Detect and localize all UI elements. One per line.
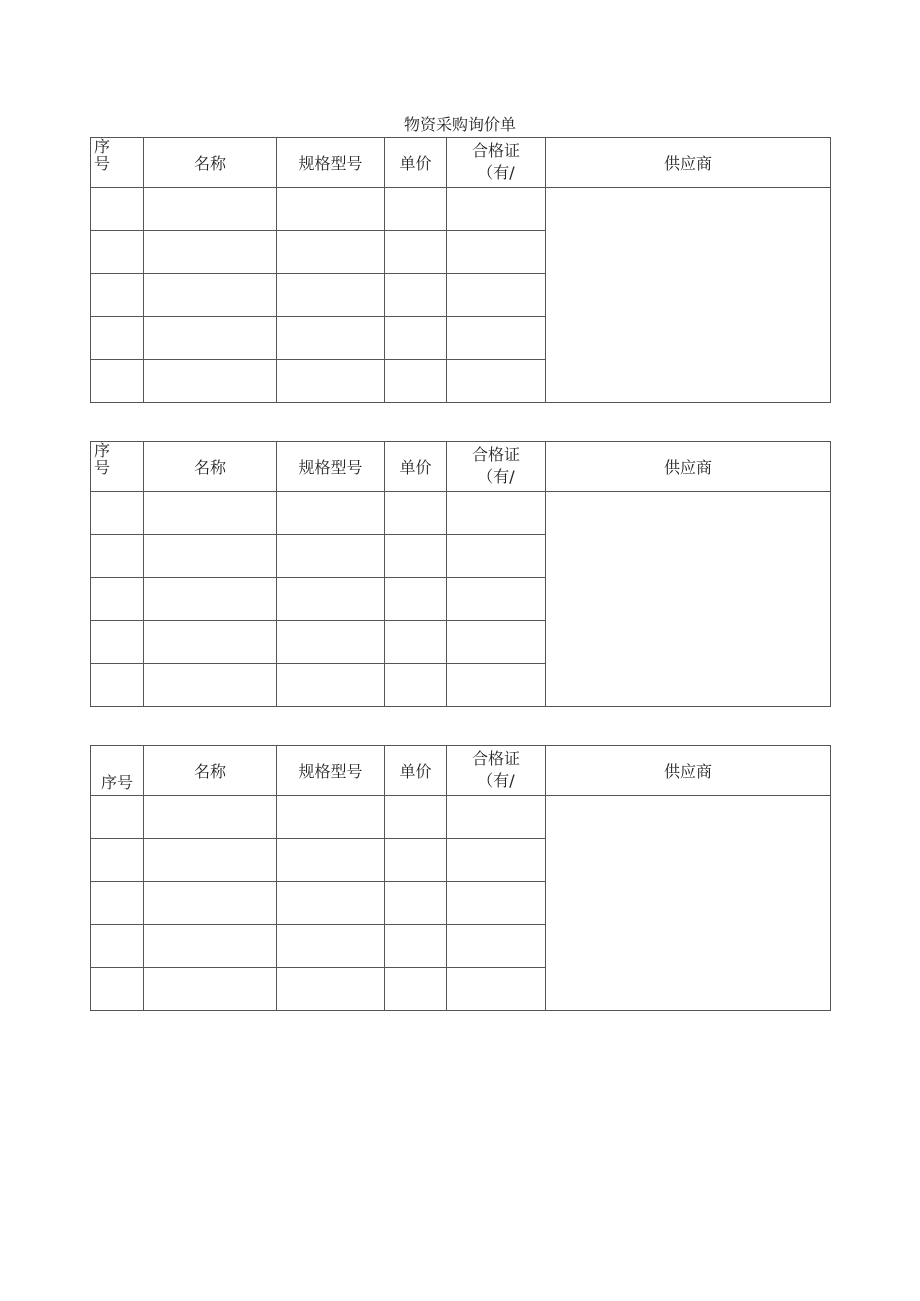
header-name: 名称 bbox=[144, 138, 277, 188]
cell-cert[interactable] bbox=[447, 621, 546, 664]
cell-price[interactable] bbox=[385, 317, 447, 360]
cell-spec[interactable] bbox=[277, 360, 385, 403]
cell-seq[interactable] bbox=[91, 925, 144, 968]
cell-seq[interactable] bbox=[91, 796, 144, 839]
cell-price[interactable] bbox=[385, 968, 447, 1011]
cell-cert[interactable] bbox=[447, 925, 546, 968]
table-header-row bbox=[91, 746, 831, 796]
header-seq bbox=[91, 442, 144, 492]
cell-spec[interactable] bbox=[277, 317, 385, 360]
cell-seq[interactable] bbox=[91, 317, 144, 360]
cell-name[interactable] bbox=[144, 925, 277, 968]
header-spec: 规格型号 bbox=[277, 442, 385, 492]
cell-seq[interactable] bbox=[91, 492, 144, 535]
header-cert bbox=[447, 442, 546, 492]
cell-spec[interactable] bbox=[277, 188, 385, 231]
cell-seq[interactable] bbox=[91, 360, 144, 403]
cell-cert[interactable] bbox=[447, 578, 546, 621]
header-price: 单价 bbox=[385, 746, 447, 796]
header-spec: 规格型号 bbox=[277, 746, 385, 796]
cell-spec[interactable] bbox=[277, 492, 385, 535]
header-cert bbox=[447, 138, 546, 188]
cell-price[interactable] bbox=[385, 274, 447, 317]
cell-cert[interactable] bbox=[447, 492, 546, 535]
cell-cert[interactable] bbox=[447, 274, 546, 317]
cell-cert[interactable] bbox=[447, 664, 546, 707]
inquiry-table-1 bbox=[90, 137, 831, 403]
cell-cert[interactable] bbox=[447, 839, 546, 882]
cell-cert[interactable] bbox=[447, 360, 546, 403]
cell-spec[interactable] bbox=[277, 796, 385, 839]
cell-name[interactable] bbox=[144, 535, 277, 578]
header-cert-line2: （有/ bbox=[477, 467, 515, 486]
cell-cert[interactable] bbox=[447, 968, 546, 1011]
header-price: 单价 bbox=[385, 442, 447, 492]
cell-name[interactable] bbox=[144, 968, 277, 1011]
cell-spec[interactable] bbox=[277, 621, 385, 664]
cell-price[interactable] bbox=[385, 882, 447, 925]
header-cert-line2: （有/ bbox=[477, 771, 515, 790]
table-row bbox=[91, 492, 831, 535]
table-row bbox=[91, 188, 831, 231]
cell-seq[interactable] bbox=[91, 968, 144, 1011]
cell-name[interactable] bbox=[144, 360, 277, 403]
cell-name[interactable] bbox=[144, 839, 277, 882]
header-seq bbox=[91, 138, 144, 188]
cell-cert[interactable] bbox=[447, 535, 546, 578]
cell-seq[interactable] bbox=[91, 231, 144, 274]
header-name: 名称 bbox=[144, 746, 277, 796]
inquiry-table-2 bbox=[90, 441, 831, 707]
cell-name[interactable] bbox=[144, 578, 277, 621]
table-header-row bbox=[91, 442, 831, 492]
cell-spec[interactable] bbox=[277, 925, 385, 968]
cell-spec[interactable] bbox=[277, 664, 385, 707]
header-seq-label: 序号 bbox=[100, 773, 133, 792]
cell-seq[interactable] bbox=[91, 839, 144, 882]
header-cert-line1: 合格证 bbox=[471, 749, 520, 768]
cell-name[interactable] bbox=[144, 274, 277, 317]
header-cert bbox=[447, 746, 546, 796]
header-name: 名称 bbox=[144, 442, 277, 492]
header-cert-line2: （有/ bbox=[477, 163, 515, 182]
cell-spec[interactable] bbox=[277, 535, 385, 578]
inquiry-table-3 bbox=[90, 745, 831, 1011]
cell-spec[interactable] bbox=[277, 274, 385, 317]
cell-name[interactable] bbox=[144, 796, 277, 839]
cell-name[interactable] bbox=[144, 882, 277, 925]
cell-cert[interactable] bbox=[447, 882, 546, 925]
cell-price[interactable] bbox=[385, 839, 447, 882]
header-seq-line2: 号 bbox=[94, 458, 111, 477]
cell-name[interactable] bbox=[144, 664, 277, 707]
cell-spec[interactable] bbox=[277, 839, 385, 882]
cell-cert[interactable] bbox=[447, 317, 546, 360]
cell-seq[interactable] bbox=[91, 621, 144, 664]
header-seq-line1: 序 bbox=[94, 441, 111, 460]
cell-spec[interactable] bbox=[277, 578, 385, 621]
header-supplier: 供应商 bbox=[546, 746, 831, 796]
cell-seq[interactable] bbox=[91, 274, 144, 317]
cell-price[interactable] bbox=[385, 360, 447, 403]
cell-price[interactable] bbox=[385, 925, 447, 968]
header-price: 单价 bbox=[385, 138, 447, 188]
table-row bbox=[91, 796, 831, 839]
cell-name[interactable] bbox=[144, 492, 277, 535]
cell-price[interactable] bbox=[385, 492, 447, 535]
cell-name[interactable] bbox=[144, 317, 277, 360]
cell-price[interactable] bbox=[385, 621, 447, 664]
header-cert-line1: 合格证 bbox=[471, 445, 520, 464]
cell-price[interactable] bbox=[385, 578, 447, 621]
cell-price[interactable] bbox=[385, 231, 447, 274]
cell-spec[interactable] bbox=[277, 882, 385, 925]
header-cert-line1: 合格证 bbox=[471, 141, 520, 160]
cell-name[interactable] bbox=[144, 621, 277, 664]
table-header-row bbox=[91, 138, 831, 188]
cell-seq[interactable] bbox=[91, 664, 144, 707]
header-seq-line1: 序 bbox=[94, 137, 111, 156]
cell-seq[interactable] bbox=[91, 535, 144, 578]
cell-spec[interactable] bbox=[277, 231, 385, 274]
cell-seq[interactable] bbox=[91, 882, 144, 925]
cell-name[interactable] bbox=[144, 231, 277, 274]
cell-supplier[interactable] bbox=[546, 188, 831, 403]
page-title: 物资采购询价单 bbox=[403, 115, 516, 134]
cell-cert[interactable] bbox=[447, 188, 546, 231]
cell-name[interactable] bbox=[144, 188, 277, 231]
header-seq bbox=[91, 746, 144, 796]
cell-price[interactable] bbox=[385, 664, 447, 707]
header-supplier: 供应商 bbox=[546, 138, 831, 188]
cell-seq[interactable] bbox=[91, 578, 144, 621]
cell-cert[interactable] bbox=[447, 231, 546, 274]
cell-price[interactable] bbox=[385, 188, 447, 231]
cell-supplier[interactable] bbox=[546, 796, 831, 1011]
header-supplier: 供应商 bbox=[546, 442, 831, 492]
header-spec: 规格型号 bbox=[277, 138, 385, 188]
cell-seq[interactable] bbox=[91, 188, 144, 231]
cell-spec[interactable] bbox=[277, 968, 385, 1011]
cell-price[interactable] bbox=[385, 796, 447, 839]
header-seq-line2: 号 bbox=[94, 154, 111, 173]
cell-cert[interactable] bbox=[447, 796, 546, 839]
cell-supplier[interactable] bbox=[546, 492, 831, 707]
cell-price[interactable] bbox=[385, 535, 447, 578]
